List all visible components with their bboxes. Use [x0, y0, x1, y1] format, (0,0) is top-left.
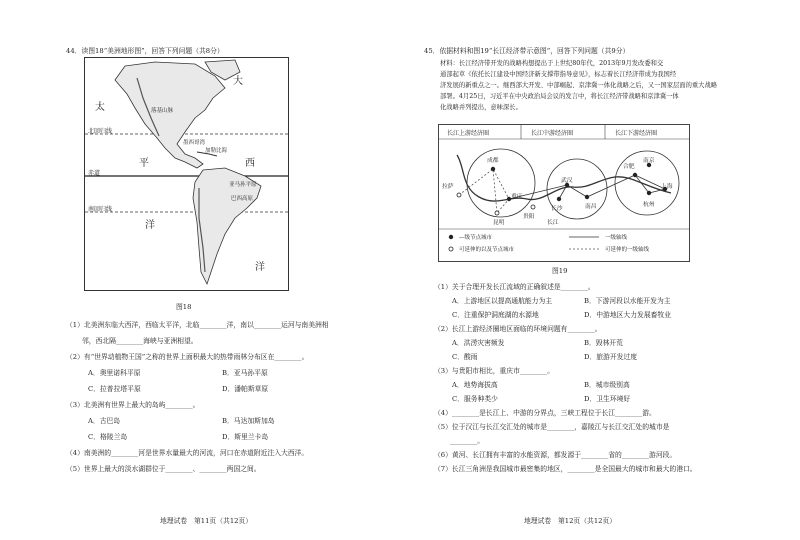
page-12-footer: 地理试卷 第12页（共12页） — [524, 517, 617, 525]
q45-2-opt-d: D．旅游开发过度 — [584, 353, 638, 361]
q45-5-line1: （5）位于汉江与长江交汇处的城市是________，嘉陵江与长江交汇处的城市是 — [434, 423, 670, 431]
q44-3-opt-a: A．古巴岛 — [88, 417, 121, 425]
map-label-brazil: 巴西高原 — [231, 196, 254, 202]
legend-extendable-city: 可延伸的以及节点城市 — [459, 247, 515, 253]
city-shanghai: 上海 — [661, 184, 673, 190]
q44-3-opt-c: C．格陵兰岛 — [88, 433, 128, 441]
city-nanjing: 南京 — [643, 158, 655, 164]
city-chengdu: 成都 — [487, 158, 499, 164]
q44-2-opt-d: D．潘帕斯草原 — [222, 385, 269, 393]
map-label-gulf-mexico: 墨西哥湾 — [183, 140, 206, 146]
legend-node-city: —级节点城市 — [459, 235, 493, 241]
city-wuhan: 武汉 — [561, 178, 573, 184]
q44-3-opt-d: D．斯里兰卡岛 — [222, 433, 269, 441]
q44-2-opt-b: B．亚马孙平原 — [222, 369, 268, 377]
middle-circle-label: 长江中游经济圈 — [531, 130, 574, 137]
q45-2-opt-b: B．毁林开荒 — [584, 339, 623, 347]
city-chongqing: 重庆 — [511, 194, 523, 200]
map-label-da: 大 — [233, 76, 243, 87]
question-44-title: 44．读图18“美洲地形图”，回答下列问题（共8分） — [66, 47, 224, 55]
material-text — [440, 58, 730, 113]
legend-axis: 一级轴线 — [605, 235, 628, 241]
map-label-caribbean: 加勒比海 — [205, 148, 228, 154]
q45-3-opt-c: C．服务种类少 — [452, 395, 498, 403]
q45-3: （3）与贵阳市相比，重庆市________。 — [434, 367, 554, 375]
material-line-1: 材料：长江经济带开发的战略构想提出于上世纪80年代，2013年9月发改委和交 — [440, 60, 664, 67]
map-label-equator: 赤道 — [88, 170, 101, 177]
q45-7: （7）长江三角洲是我国城市最密集的地区，________是全国最大的城市和最大的港口。 — [434, 465, 697, 473]
label-changjiang: 长江 — [547, 220, 559, 226]
material-line-2: 通部起草《依托长江建设中国经济新支撑带指导意见》，标志着长江经济带成为我国经 — [440, 71, 677, 78]
map-label-amazon: 亚马孙平原 — [229, 182, 257, 188]
q45-1-opt-b: B．下游河段以水能开发为主 — [584, 297, 671, 305]
legend-extendable-axis: 可延伸的一级轴线 — [605, 247, 650, 253]
map-label-tai: 太 — [95, 102, 105, 113]
city-lasa: 拉萨 — [442, 184, 454, 190]
page-11-footer: 地理试卷 第11页（共12页） — [160, 517, 253, 525]
q44-3-opt-b: B．马达加斯加岛 — [222, 417, 275, 425]
material-line-5: 化战略并列提出，意味深长。 — [440, 104, 522, 111]
q44-2: （2）有“世界动植物王国”之称的世界上面积最大的热带雨林分布区在________。 — [66, 353, 309, 361]
q45-3-opt-b: B．城市级别高 — [584, 381, 630, 389]
q45-1: （1）关于合理开发长江流域的正确叙述是________。 — [434, 283, 595, 291]
material-line-4: 部署。4月25日，习近平在中央政治局会议的发言中，将长江经济带战略和京津冀一体 — [440, 93, 679, 100]
q45-2: （2）长江上游经济圈地区面临的环境问题有________。 — [434, 325, 602, 333]
figure-18-caption: 图18 — [176, 303, 192, 311]
upper-circle-label: 长江上游经济圈 — [447, 130, 490, 137]
q45-3-opt-d: D．卫生环境好 — [584, 395, 631, 403]
question-45-title: 45．依据材料和图19“长江经济带示意图”，回答下列问题（共9分） — [424, 47, 630, 55]
q44-4: （4）南美洲的________河是世界水量最大的河流，河口在赤道附近注入大西洋。 — [66, 449, 309, 457]
q45-5-line2: ________。 — [450, 437, 484, 445]
map-label-ping: 平 — [139, 158, 149, 169]
q44-3: （3）北美洲有世界上最大的岛屿________。 — [66, 401, 200, 409]
figure-19-caption: 图19 — [552, 267, 568, 275]
q44-1-line2: 邻，西北隔________海峡与亚洲相望。 — [82, 337, 198, 345]
yangtze-economic-belt-map — [438, 124, 690, 262]
map-label-yang-1: 洋 — [145, 220, 155, 231]
q45-1-opt-d: D．中游地区大力发展畜牧业 — [584, 311, 672, 319]
city-kunming: 昆明 — [493, 220, 505, 226]
city-changsha: 长沙 — [551, 206, 563, 212]
map-label-yang-2: 洋 — [255, 262, 265, 273]
material-line-3: 济发展的新重点之一。继西部大开发、中部崛起、京津冀一体化战略之后，又一国家层面的重大战略 — [440, 82, 718, 89]
q45-2-opt-c: C．酸雨 — [452, 353, 478, 361]
map-label-rocky: 落基山脉 — [151, 108, 174, 114]
q44-1-line1: （1）北美洲东临大西洋，西临太平洋，北临________洋，南以________运河与南美洲相 — [66, 321, 329, 329]
lower-circle-label: 长江下游经济圈 — [615, 130, 658, 137]
city-hefei: 合肥 — [623, 164, 635, 170]
map-label-tropic-capricorn: 南回归线 — [88, 206, 113, 213]
q44-2-opt-a: A．奥里诺科平原 — [88, 369, 141, 377]
q45-1-opt-a: A．上游地区以提高通航能力为主 — [452, 297, 553, 305]
america-terrain-map — [84, 57, 289, 291]
america-map-svg — [85, 58, 288, 290]
map-label-tropic-cancer: 北回归线 — [88, 128, 113, 135]
q45-1-opt-c: C．注重保护洞庭湖的水源地 — [452, 311, 539, 319]
q44-5: （5）世界上最大的淡水湖群位于________、________两国之间。 — [66, 465, 261, 473]
q45-3-opt-a: A．地势海拔高 — [452, 381, 498, 389]
city-hangzhou: 杭州 — [643, 202, 655, 208]
q45-4: （4）________是长江上、中游的分界点，三峡工程位于长江________游。 — [434, 409, 656, 417]
city-guiyang: 贵阳 — [523, 214, 535, 220]
q44-2-opt-c: C．拉普拉塔平原 — [88, 385, 141, 393]
map-label-xi: 西 — [245, 158, 255, 169]
city-nanchang: 南昌 — [585, 204, 597, 210]
q45-2-opt-a: A．洪涝灾害频发 — [452, 339, 505, 347]
q45-6: （6）黄河、长江拥有丰富的水能资源，都发源于________省的________游河段。 — [434, 451, 677, 459]
